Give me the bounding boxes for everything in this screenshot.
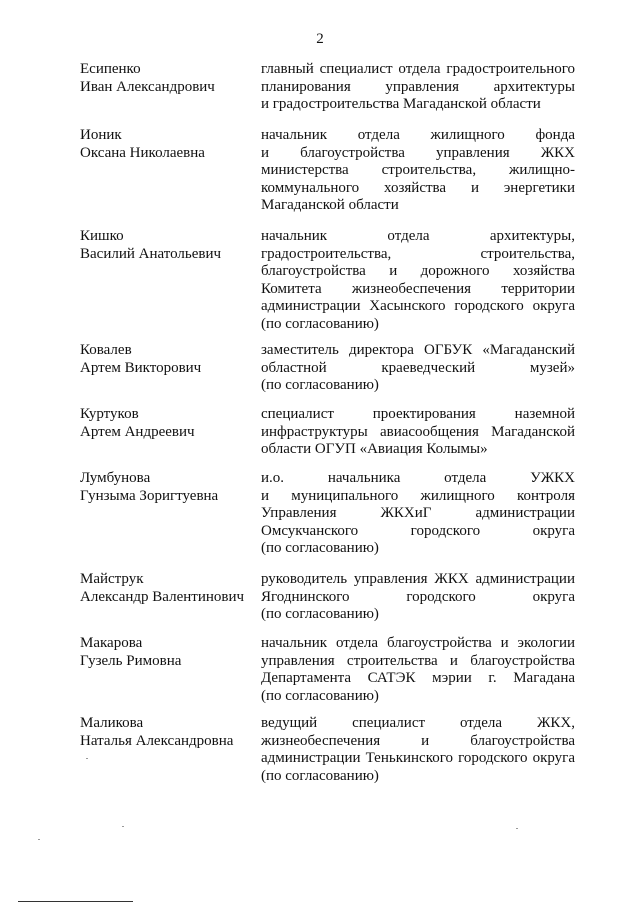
position-line: (по согласованию) (261, 377, 379, 393)
position-line: области ОГУП «Авиация Колымы» (261, 441, 488, 457)
position-line: ведущий специалист отдела ЖКХ, (261, 715, 575, 731)
position-line: начальник отдела архитектуры, (261, 228, 575, 244)
member-position (261, 715, 575, 785)
member-position (261, 342, 575, 395)
position-line: и муниципального жилищного контроля (261, 487, 575, 504)
member-surname: Ковалев (80, 342, 132, 358)
member-given-names: Александр Валентинович (80, 588, 245, 605)
position-line: Департамента САТЭК мэрии г. Магадана (261, 670, 575, 686)
member-name (80, 127, 255, 162)
member-position (261, 127, 575, 215)
member-name (80, 228, 255, 263)
position-line: жизнеобеспечения и благоустройства (261, 732, 575, 749)
member-entry (0, 61, 640, 127)
member-given-names: Иван Александрович (80, 78, 215, 95)
member-entry (0, 715, 640, 798)
member-surname: Майструк (80, 571, 144, 587)
member-position (261, 571, 575, 624)
position-line: Комитета жизнеобеспечения территории (261, 280, 575, 297)
position-line: градостроительства, строительства, (261, 245, 575, 262)
position-line: и благоустройства управления ЖКХ (261, 144, 575, 161)
member-given-names: Артем Викторович (80, 359, 202, 376)
member-given-names: Оксана Николаевна (80, 144, 205, 161)
member-name (80, 406, 255, 441)
member-surname: Есипенко (80, 61, 141, 77)
member-surname: Куртуков (80, 406, 139, 422)
member-name (80, 342, 255, 377)
position-line: (по согласованию) (261, 540, 379, 556)
scan-speck (38, 839, 40, 840)
member-name (80, 470, 255, 505)
position-line: главный специалист отдела градостроительного (261, 61, 575, 77)
position-line: администрации Хасынского городского округа (261, 298, 575, 314)
member-entry (0, 127, 640, 228)
position-line: начальник отдела благоустройства и экологии (261, 635, 575, 651)
member-surname: Маликова (80, 715, 144, 731)
position-line: инфраструктуры авиасообщения Магаданской (261, 423, 575, 440)
member-given-names: Артем Андреевич (80, 423, 195, 440)
position-line: Управления ЖКХиГ администрации (261, 505, 575, 521)
member-given-names: Гунзыма Зоригтуевна (80, 487, 219, 504)
member-position (261, 228, 575, 333)
position-line: Ягоднинского городского округа (261, 588, 575, 605)
position-line: благоустройства и дорожного хозяйства (261, 263, 575, 279)
position-line: администрации Тенькинского городского округа (261, 750, 575, 766)
member-name (80, 715, 255, 750)
position-line: Омсукчанского городского округа (261, 522, 575, 539)
commission-member-list (0, 61, 640, 798)
position-line: (по согласованию) (261, 687, 379, 704)
footer-rule (18, 901, 133, 902)
member-position (261, 470, 575, 558)
member-name (80, 61, 255, 96)
scan-speck (122, 826, 124, 827)
position-line: планирования управления архитектуры (261, 78, 575, 95)
position-line: специалист проектирования наземной (261, 406, 575, 422)
position-line: и.о. начальника отдела УЖКХ (261, 470, 575, 486)
member-position (261, 635, 575, 705)
member-position (261, 61, 575, 114)
position-line: (по согласованию) (261, 606, 379, 622)
member-surname: Лумбунова (80, 470, 151, 486)
position-line: руководитель управления ЖКХ администрации (261, 571, 575, 587)
member-name (80, 635, 255, 670)
member-surname: Кишко (80, 228, 124, 244)
position-line: (по согласованию) (261, 767, 379, 784)
position-line: управления строительства и благоустройства (261, 652, 575, 669)
scan-speck (516, 828, 518, 829)
page-number: 2 (316, 31, 324, 47)
position-line: (по согласованию) (261, 315, 379, 332)
position-line: и градостроительства Магаданской области (261, 96, 541, 112)
member-surname: Макарова (80, 635, 143, 651)
member-entry (0, 406, 640, 470)
position-line: начальник отдела жилищного фонда (261, 127, 575, 143)
scan-speck (86, 758, 88, 759)
member-name (80, 571, 255, 606)
member-entry (0, 571, 640, 635)
member-entry (0, 228, 640, 342)
member-given-names: Наталья Александровна (80, 732, 234, 749)
position-line: заместитель директора ОГБУК «Магаданский (261, 342, 575, 358)
member-entry (0, 342, 640, 406)
position-line: областной краеведческий музей» (261, 359, 575, 376)
member-entry (0, 635, 640, 715)
member-entry (0, 470, 640, 571)
position-line: министерства строительства, жилищно- (261, 162, 575, 178)
member-surname: Ионик (80, 127, 122, 143)
position-line: Магаданской области (261, 197, 399, 213)
member-position (261, 406, 575, 459)
position-line: коммунального хозяйства и энергетики (261, 179, 575, 196)
member-given-names: Василий Анатольевич (80, 245, 222, 262)
member-given-names: Гузель Римовна (80, 652, 182, 669)
